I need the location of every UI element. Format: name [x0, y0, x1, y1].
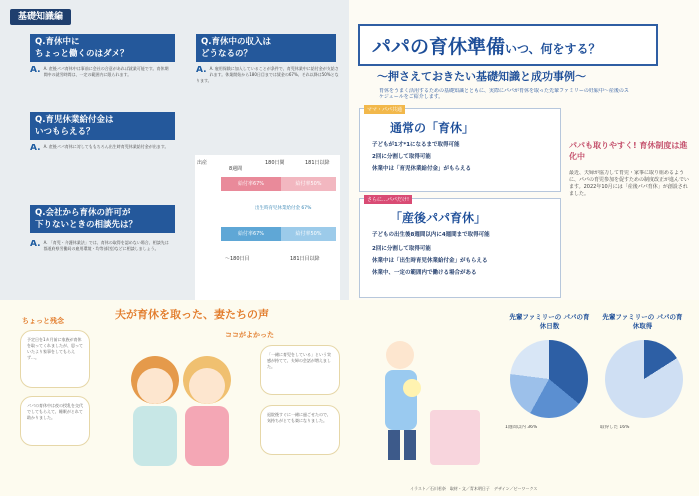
question-heading: Q.会社から育休の許可が 下りないときの相談先は？ [30, 205, 175, 233]
check-item: 子どもの出生後8週間以内に4週間まで取得可能 [372, 232, 490, 238]
pie1-title: 先輩ファミリーの パパの育休日数 [509, 313, 590, 330]
voice-bubble: 予定日を1カ月前に家族が育休を取ってくれましたが、思っていたより家事をしてもらえず…。 [20, 330, 90, 388]
wives-voices-panel [0, 300, 699, 496]
question-heading: Q.育休中の収入は どうなるの？ [196, 34, 336, 62]
credits: イラスト／石川若奈 取材・文／青木明日子 デザイン／ビーワークス [410, 486, 538, 491]
8weeks-label: 8週間 [229, 166, 243, 172]
voice-bubble: 退院後すぐに一緒に過ごせたので、気持ちがとても楽になりました。 [260, 405, 340, 455]
sum-181: 181日目以降 [290, 256, 320, 262]
illustration-wives [115, 340, 245, 480]
question-heading: Q.育児休業給付金は いつもらえる？ [30, 112, 175, 140]
181days-label: 181日以降 [305, 160, 330, 166]
benefit-timeline [195, 155, 340, 300]
lead-text: 育休をうまく活用するための基礎知識とともに、実際にパパが育休を取った先輩ファミリーの妊娠中～産後のスケジュールをご紹介します。 [379, 88, 629, 100]
answer-text: A. A. 産後パパ育休中は事前に会社の合意があれば就業可能です。育休期間中の就労時間は、一定の範囲内に限られます。 [30, 66, 169, 77]
180days-label: 180日間 [265, 160, 285, 166]
voices-title: 夫が育休を取った、妻たちの声 [115, 308, 269, 321]
illustration-papa [360, 320, 490, 480]
answer-text: A. A. 雇用保険に加入していることが条件で、育児休業中に給付金が支給されます。休業開始から180日目までは賃金の67%、それ以降は50%となります。 [196, 66, 339, 83]
column-title: パパも取りやすく! 育休制度は進化中 [569, 141, 688, 161]
check-item: 2回に分割して取得可能 [372, 154, 431, 160]
voice-bubble: 「一緒に育児をしている」という実感が持てて、夫婦の会話が増えました。 [260, 345, 340, 395]
section-title-regular: 通常の「育休」 [390, 121, 475, 135]
check-item: 2回に分割して取得可能 [372, 246, 431, 252]
pie-leave-taken [605, 340, 683, 418]
question-heading: Q.育休中に ちょっと働くのはダメ？ [30, 34, 175, 62]
pie1-legend: 1週間以内 36% [505, 425, 538, 430]
check-item: 休業中は「育児休業給付金」がもらえる [372, 166, 472, 172]
column-body: 最近、夫婦が協力して育児・家事に取り組めるように、パパの育児参加を促すための制度改正が進んでいます。2022年10月には「産後パパ育休」が創設されました。 [569, 170, 689, 197]
answer-text: A. A. 産後パパ育休に対してももちろん出生時育児休業給付金が出ます。 [30, 144, 169, 153]
section-tag: 基礎知識編 [10, 9, 71, 25]
answer-text: A. A. 「育児・介護休業法」では、育休の取得を認めない場合、相談先は都道府県労働局の雇用環境・均等部(室)などに相談しましょう。 [30, 240, 169, 251]
pie-leave-days [510, 340, 588, 418]
pie2-title: 先輩ファミリーの パパの育休取得 [602, 313, 683, 330]
sum-180: ～180日目 [225, 256, 250, 262]
birth-label: 出産 [197, 160, 208, 166]
mama-bar-67: 給付率67% [221, 177, 281, 191]
main-title: パパの育休準備いつ、何をする？ [358, 24, 658, 66]
label-good: ココがよかった [225, 331, 274, 339]
section-regular-leave [359, 108, 561, 192]
label-bad: ちょっと残念 [22, 317, 64, 325]
check-item: 子どもが1才*1になるまで取得可能 [372, 142, 460, 148]
check-item: 休業中は「出生時育児休業給付金」がもらえる [372, 258, 488, 264]
papa-bar-67: 給付率67% [221, 227, 281, 241]
pie2-legend: 取得した 16% [600, 425, 630, 430]
mama-bar-50: 給付率50% [281, 177, 336, 191]
papa-bar-50: 給付率50% [281, 227, 336, 241]
section-papa-leave [359, 198, 561, 298]
check-item: 休業中、一定の範囲内で働ける場合がある [372, 270, 477, 276]
main-subtitle: ～押さえておきたい基礎知識と成功事例～ [377, 70, 586, 83]
badge-common: ママ・パパ共通 [364, 105, 405, 114]
badge-papa-only: さらに…パパだけ! [364, 195, 412, 204]
papa-note: 出生時育児休業給付金 67% [255, 206, 312, 211]
voice-bubble: パパの育休中は夜の授乳を交代でしてもらえて、睡眠がとれて助かりました。 [20, 396, 90, 446]
section-title-papa: 「産後パパ育休」 [390, 211, 487, 225]
